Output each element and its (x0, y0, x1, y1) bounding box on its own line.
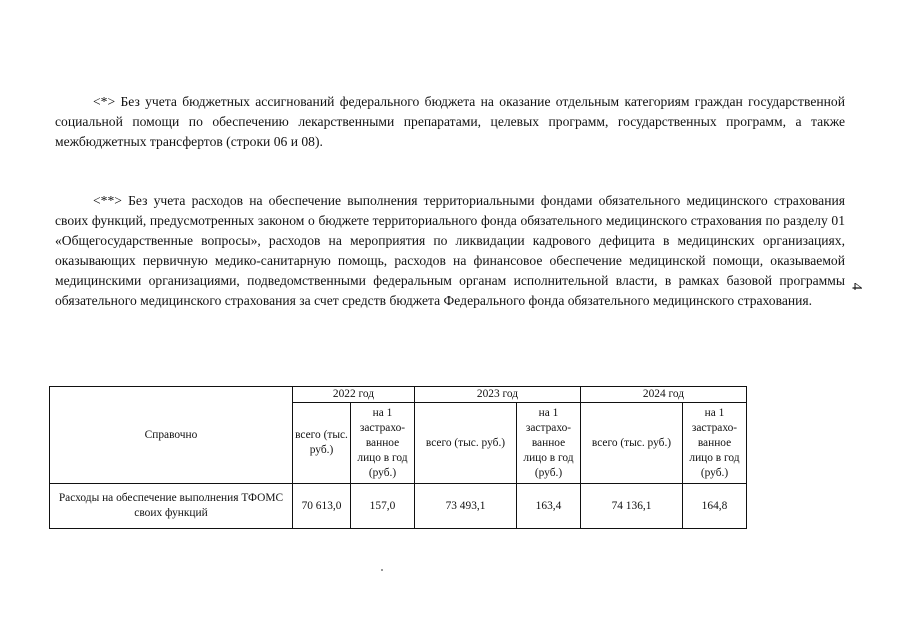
scan-speck (381, 569, 383, 571)
value-total-2024: 74 136,1 (581, 484, 683, 529)
col-per-person-2022: на 1 застрахо-ванное лицо в год (руб.) (351, 403, 415, 484)
year-header-2023: 2023 год (415, 387, 581, 403)
value-per-person-2022: 157,0 (351, 484, 415, 529)
table-corner-label: Справочно (50, 387, 293, 484)
col-per-person-2024: на 1 застрахо-ванное лицо в год (руб.) (683, 403, 747, 484)
col-total-2024: всего (тыс. руб.) (581, 403, 683, 484)
footnote-tfoms-expenses: <**> Без учета расходов на обеспечение выполнения территориальными фондами обязательного медицинского страхования своих функций, предусмотренных законом о бюджете территориального фонда обязательного медицинского страхования по разделу 01 «Общегосударственные вопросы», расходов на мероприятия по ликвидации кадрового дефицита в медицинских организациях, оказывающих первичную медико-санитарную помощь, расходов на финансовое обеспечение медицинской помощи, оказываемой медицинскими организациями, подведомственными федеральным органам исполнительной власти, в рамках базовой программы обязательного медицинского страхования за счет средств бюджета Федерального фонда обязательного медицинского страхования. (55, 193, 845, 308)
table-row (50, 484, 747, 529)
reference-table (49, 386, 747, 529)
value-per-person-2024: 164,8 (683, 484, 747, 529)
value-per-person-2023: 163,4 (517, 484, 581, 529)
footnote-budget-allocations: <*> Без учета бюджетных ассигнований федерального бюджета на оказание отдельным категориям граждан государственной социальной помощи по обеспечению лекарственными препаратами, целевых программ, государственных программ, а также межбюджетных трансфертов (строки 06 и 08). (55, 94, 845, 149)
col-per-person-2023: на 1 застрахо-ванное лицо в год (руб.) (517, 403, 581, 484)
page-number: 4 (848, 282, 865, 291)
year-header-2024: 2024 год (581, 387, 747, 403)
value-total-2022: 70 613,0 (293, 484, 351, 529)
value-total-2023: 73 493,1 (415, 484, 517, 529)
col-total-2022: всего (тыс. руб.) (293, 403, 351, 484)
col-total-2023: всего (тыс. руб.) (415, 403, 517, 484)
row-label: Расходы на обеспечение выполнения ТФОМС своих функций (50, 484, 293, 529)
year-header-2022: 2022 год (293, 387, 415, 403)
